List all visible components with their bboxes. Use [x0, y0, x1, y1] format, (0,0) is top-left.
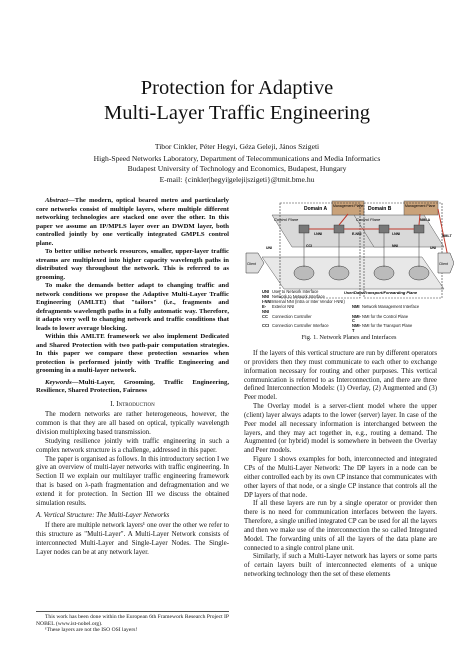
- author-block: [0, 142, 474, 185]
- node-a1: [294, 266, 314, 280]
- legend-key: UNI: [262, 289, 270, 294]
- footnote-2: ¹These layers are not the ISO OSI layers!: [45, 627, 138, 634]
- right-p4: If all these layers are run by a single operator or provider then there is no need for communication interfaces between the layers. Therefore, a single unified integrated CP can be used for all the layers and then we make use of the interconnection the so called Integrated Model. The forwarding units of all the layers of the data plane are connected to a single control plane unit.: [244, 500, 437, 552]
- label-ctrl-b: Control Plane: [356, 217, 381, 222]
- intro-p4: If there are multiple network layers¹ one over the other we refer to this structure as "Multi-Layer". A Multi-Layer Network consists of interconnected Multi-Layer and Single-Layer Nodes. The Single-Layer nodes can be at any network layer.: [36, 522, 229, 556]
- figure-legend: [262, 290, 442, 334]
- legend-key: I-NNI: [262, 298, 272, 304]
- label-mgmt-a: Management Plane: [333, 204, 364, 208]
- keywords: [36, 379, 229, 396]
- intro-p3: The paper is organised as follows. In this introductory section I we give an overview of multi-layer networks with traffic engineering. In Section II we explain our multilayer traffic engineering framework that is based on λ-path fragmentation and defragmentation and we extend it for protection. In Section III we discuss the obtained simulation results.: [36, 455, 229, 507]
- cc-b1: [379, 225, 389, 233]
- legend-value: Network to Network Interface: [272, 293, 325, 299]
- right-p3: Figure 1 shows examples for both, interconnected and integrated CPs of the Multi-Layer Network: The DP layers in a node can be either controlled each by its own CP instance that communicates with other layers of that node, or a single CP instance that controls all the DP layers of that node.: [244, 456, 437, 499]
- footnote-1: This work has been done within the European 6th Framework Research Project IP NOBEL (www.ist-nobel.org).: [36, 614, 229, 627]
- label-nmi-a: NMI-A: [420, 218, 431, 222]
- legend-key: CC: [262, 313, 268, 319]
- label-data-plane: User/Data/Transport/Forwarding Plane: [344, 290, 418, 295]
- legend-key: NNI: [262, 293, 270, 299]
- legend-key: E-NNI: [262, 303, 270, 314]
- label-enni: E-NNI: [352, 232, 362, 236]
- legend-value: User to Network Interface: [272, 289, 319, 294]
- abstract-p1: [36, 197, 229, 248]
- title-line-2: Multi-Layer Traffic Engineering: [103, 102, 371, 124]
- label-inni-b: I-NNI: [392, 232, 401, 236]
- label-nmi-t: NMI-T: [442, 234, 452, 238]
- subsection-heading: A. Vertical Structure: The Multi-Layer Networks: [36, 511, 170, 519]
- cc-a1: [299, 225, 309, 233]
- label-uni-left: UNI: [266, 246, 273, 250]
- node-a2: [329, 266, 349, 280]
- intro-p2: Studying resilience jointly with traffic engineering in such a complex network structure is a challenge, addressed in this paper.: [36, 437, 229, 454]
- legend-key: NMI-T: [352, 323, 361, 334]
- abstract-p2: To better utilise network resources, smaller, upper-layer traffic streams are multiplexed into higher capacity wavelength paths in distributed way throughout the network. This is referred to as grooming.: [36, 248, 229, 281]
- authors: Tibor Cinkler, Péter Hegyi, Géza Geleji, János Szigeti: [154, 142, 320, 151]
- legend-value: NMI for the Control Plane: [362, 313, 409, 319]
- footnotes: [36, 611, 229, 634]
- keywords-lead: Keywords: [45, 378, 72, 386]
- cc-a2: [334, 225, 344, 233]
- label-domain-b: Domain B: [368, 206, 392, 212]
- title-line-1: Protection for Adaptive: [140, 77, 334, 99]
- label-mgmt-b: Management Plane: [405, 204, 436, 208]
- legend-key: NMI-C: [352, 313, 361, 324]
- abstract-p4: Within this AMLTE framework we also implement Dedicated and Shared Protection with two path-pair computation strategies. In this paper we compare these protection sesnarios when protection is performed jointly with Traffic Engineering and grooming in a multi-layer network.: [36, 333, 229, 374]
- label-domain-a: Domain A: [304, 206, 328, 212]
- affiliation-line-1: High-Speed Networks Laboratory, Department of Telecommunications and Media Informatics: [93, 153, 381, 163]
- right-p5: Similarly, if such a Multi-Layer network has layers or some parts of certain layers built of interconnected elements of a unique networking technology then the set of these elements: [244, 553, 437, 579]
- legend-value: Exterior NNI: [272, 303, 295, 309]
- right-p2: The Overlay model is a server-client model where the upper (client) layer always adapts to the lower (server) layer. In case of the Peer model all necessary information is interchanged between the layers, and they may act together in, e.g., routing a demand. The Augmented (or hybrid) model is somewhere in between the Overlay and Peer models.: [244, 403, 437, 455]
- label-client-right: Client: [439, 262, 448, 266]
- abstract-text-1: —The modern, optical beared metro and particularly core networks consist of multiple layers, where multiple different networking technologies are stacked one over the other. In this paper we assume an IP/MPLS layer over an DWDM layer, both controlled jointly by one vertically integrated GMPLS control plane.: [36, 197, 229, 247]
- legend-value: Internal NNI (Intra or Inter Vendor I-NNI): [272, 298, 345, 304]
- label-client-left: Client: [247, 262, 256, 266]
- label-nni: NNI: [392, 244, 399, 248]
- node-b1: [374, 266, 394, 280]
- legend-key: NMI: [352, 303, 360, 309]
- abstract-lead: Abstract: [45, 197, 69, 204]
- node-b2: [409, 266, 429, 280]
- section-heading-intro: I. Introduction: [110, 399, 155, 408]
- legend-value: Connection Controller Interface: [272, 323, 329, 329]
- keywords-text: —Multi-Layer, Grooming, Traffic Engineering, Resilience, Shared Protection, Fairness: [36, 378, 229, 394]
- right-column: [244, 350, 437, 580]
- figure-caption: Fig. 1. Network Planes and Interfaces: [301, 334, 397, 341]
- paper-title: [0, 76, 474, 126]
- label-ctrl-a: Control Plane: [274, 217, 299, 222]
- left-column: [36, 197, 229, 558]
- legend-value: NMI for the Transport Plane: [362, 323, 413, 329]
- label-uni-right: UNI: [430, 246, 437, 250]
- legend-value: Network Management Interface: [362, 303, 420, 309]
- cc-b2: [414, 225, 424, 233]
- label-inni: I-NNI: [314, 232, 323, 236]
- abstract: [36, 197, 229, 376]
- email: E-mail: {cinkler|hegyi|geleji|szigeti}@tmit.bme.hu: [159, 174, 315, 184]
- legend-key: CCI: [262, 323, 270, 329]
- affiliation-line-2: Budapest University of Technology and Economics, Budapest, Hungary: [127, 164, 347, 174]
- abstract-p3: To make the demands better adapt to changing traffic and network conditions we propose the Adaptive Multi-Layer Traffic Engineering (AMLTE) that "tailors" (i.e., fragments and defragments wavelength paths in a fully automatic way. Therefore, it adapts very well to changing network and traffic conditions that leads to lower average blocking.: [36, 282, 229, 332]
- legend-row: [262, 324, 442, 334]
- right-p1: If the layers of this vertical structure are run by different operators or providers then they must communicate to each other to exchange information necessary for routing and other purposes. This vertical communication is referred to as Interconnection, and there are three defined Interconnection Models: (1) Overlay, (2) Augmented and (3) Peer model.: [244, 350, 437, 402]
- legend-value: Connection Controller: [272, 313, 312, 319]
- label-cci: CCI: [306, 244, 313, 248]
- intro-p1: The modern networks are rather heterogeneous, however, the common is that they are all based on optical, typically wavelength division multiplexing based transmission.: [36, 411, 229, 437]
